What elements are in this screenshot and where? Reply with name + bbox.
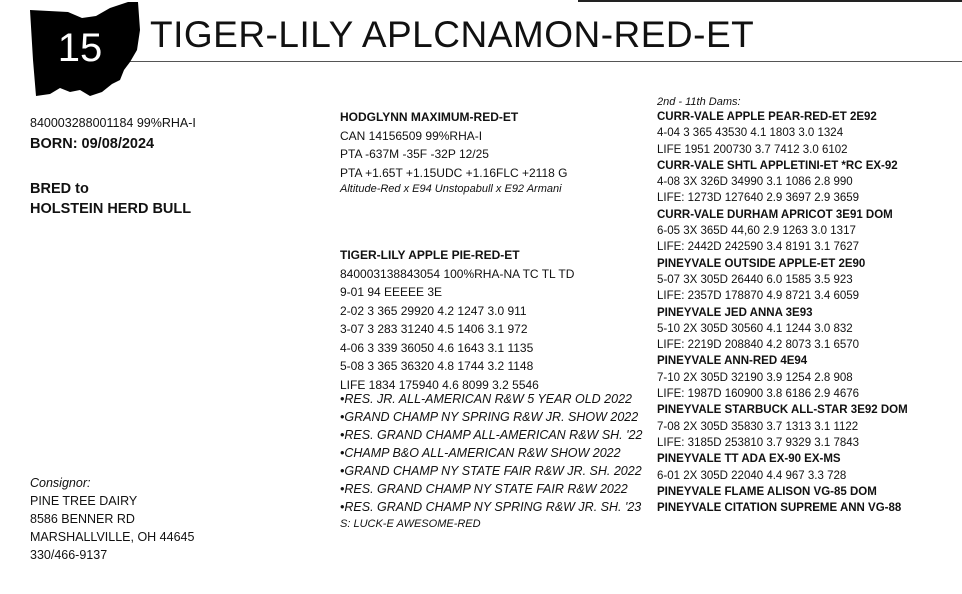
dam-record: 4-06 3 339 36050 4.6 1643 3.1 1135 xyxy=(340,340,534,355)
award-item: •GRAND CHAMP NY SPRING R&W JR. SHOW 2022 xyxy=(340,410,639,424)
dam-classification: 9-01 94 EEEEE 3E xyxy=(340,285,443,299)
title-rule xyxy=(128,61,962,62)
dam-entry-record: 4-04 3 365 43530 4.1 1803 3.0 1324 xyxy=(657,127,844,140)
sire-pta-production: PTA -637M -35F -32P 12/25 xyxy=(340,147,489,161)
born-date: BORN: 09/08/2024 xyxy=(30,136,155,152)
consignor-label: Consignor: xyxy=(30,476,91,490)
dams-list xyxy=(657,95,908,516)
dam-record: 5-08 3 365 36320 4.8 1744 3.2 1148 xyxy=(340,359,534,373)
dam-record: 3-07 3 283 31240 4.5 1406 3.1 972 xyxy=(340,322,528,336)
sire-pta-type: PTA +1.65T +1.15UDC +1.16FLC +2118 G xyxy=(340,165,568,180)
dam-registration: 840003138843054 100%RHA-NA TC TL TD xyxy=(340,266,575,281)
lot-number: 15 xyxy=(57,26,103,70)
award-item: •RES. GRAND CHAMP ALL-AMERICAN R&W SH. '22 xyxy=(340,428,643,442)
consignor-name: PINE TREE DAIRY xyxy=(30,494,138,508)
animal-id: 840003288001184 99%RHA-I xyxy=(30,116,196,130)
dam-entry-name: PINEYVALE ANN-RED 4E94 xyxy=(657,355,808,368)
dam-entry-record: 7-10 2X 305D 32190 3.9 1254 2.8 908 xyxy=(657,371,853,384)
dam-entry-record: 6-01 2X 305D 22040 4.4 967 3.3 728 xyxy=(657,469,847,482)
bred-to-bull: HOLSTEIN HERD BULL xyxy=(30,201,192,217)
sire-pedigree: Altitude-Red x E94 Unstopabull x E92 Armani xyxy=(340,183,562,195)
dam-entry-record: LIFE: 1987D 160900 3.8 6186 2.9 4676 xyxy=(657,388,860,401)
dam-entry-name: CURR-VALE SHTL APPLETINI-ET *RC EX-92 xyxy=(657,159,898,172)
dam-record: 2-02 3 365 29920 4.2 1247 3.0 911 xyxy=(340,303,527,318)
dam-entry-name: PINEYVALE JED ANNA 3E93 xyxy=(657,306,813,319)
sire-registration: CAN 14156509 99%RHA-I xyxy=(340,128,483,143)
dam-entry-record: LIFE: 2442D 242590 3.4 8191 3.1 7627 xyxy=(657,241,860,254)
award-item: •CHAMP B&O ALL-AMERICAN R&W SHOW 2022 xyxy=(340,446,621,460)
dams-header: 2nd - 11th Dams: xyxy=(657,96,741,108)
dam-entry-record: 5-07 3X 305D 26440 6.0 1585 3.5 923 xyxy=(657,273,853,286)
dam-entry-name: PINEYVALE OUTSIDE APPLE-ET 2E90 xyxy=(657,257,866,270)
award-item: •RES. GRAND CHAMP NY STATE FAIR R&W 2022 xyxy=(340,482,628,496)
animal-name-title: TIGER-LILY APLCNAMON-RED-ET xyxy=(150,14,755,55)
dam-entry-name: PINEYVALE CITATION SUPREME ANN VG-88 xyxy=(657,502,902,515)
dam-entry-record: 4-08 3X 326D 34990 3.1 1086 2.8 990 xyxy=(657,176,853,189)
dam-awards xyxy=(340,390,642,532)
award-item: •RES. JR. ALL-AMERICAN R&W 5 YEAR OLD 2022 xyxy=(340,392,632,406)
consignor-street: 8586 BENNER RD xyxy=(30,512,135,526)
dam-entry-name: PINEYVALE FLAME ALISON VG-85 DOM xyxy=(657,485,877,498)
sire-block xyxy=(340,108,567,196)
dam-entry-record: LIFE: 1273D 127640 2.9 3697 2.9 3659 xyxy=(657,192,860,205)
dam-entry-record: LIFE: 3185D 253810 3.7 9329 3.1 7843 xyxy=(657,436,860,449)
dam-sire-line: S: LUCK-E AWESOME-RED xyxy=(340,518,481,530)
award-item: •GRAND CHAMP NY STATE FAIR R&W JR. SH. 2022 xyxy=(340,464,642,478)
dam-entry-record: 5-10 2X 305D 30560 4.1 1244 3.0 832 xyxy=(657,322,853,335)
dam-entry-record: 6-05 3X 365D 44,60 2.9 1263 3.0 1317 xyxy=(657,225,856,238)
dam-lifetime-record: LIFE 1834 175940 4.6 8099 3.2 5546 xyxy=(340,377,539,392)
top-rule xyxy=(578,0,962,2)
bred-to-label: BRED to xyxy=(30,181,89,197)
dam-name: TIGER-LILY APPLE PIE-RED-ET xyxy=(340,248,520,262)
dam-entry-name: CURR-VALE APPLE PEAR-RED-ET 2E92 xyxy=(657,111,877,123)
dam-entry-record: LIFE 1951 200730 3.7 7412 3.0 6102 xyxy=(657,143,848,156)
dam-entry-name: PINEYVALE TT ADA EX-90 EX-MS xyxy=(657,453,841,466)
dam-entry-name: CURR-VALE DURHAM APRICOT 3E91 DOM xyxy=(657,208,893,221)
sire-name: HODGLYNN MAXIMUM-RED-ET xyxy=(340,110,519,124)
consignor-phone: 330/466-9137 xyxy=(30,548,108,562)
dam-entry-record: LIFE: 2219D 208840 4.2 8073 3.1 6570 xyxy=(657,339,860,352)
dam-entry-record: LIFE: 2357D 178870 4.9 8721 3.4 6059 xyxy=(657,290,860,303)
consignor-city: MARSHALLVILLE, OH 44645 xyxy=(30,530,195,544)
bred-to-block xyxy=(30,179,191,219)
dam-entry-name: PINEYVALE STARBUCK ALL-STAR 3E92 DOM xyxy=(657,404,908,417)
dam-entry-record: 7-08 2X 305D 35830 3.7 1313 3.1 1122 xyxy=(657,420,859,433)
dam-block xyxy=(340,246,574,394)
award-item: •RES. GRAND CHAMP NY SPRING R&W JR. SH. '23 xyxy=(340,500,642,514)
consignor-block xyxy=(30,474,194,564)
